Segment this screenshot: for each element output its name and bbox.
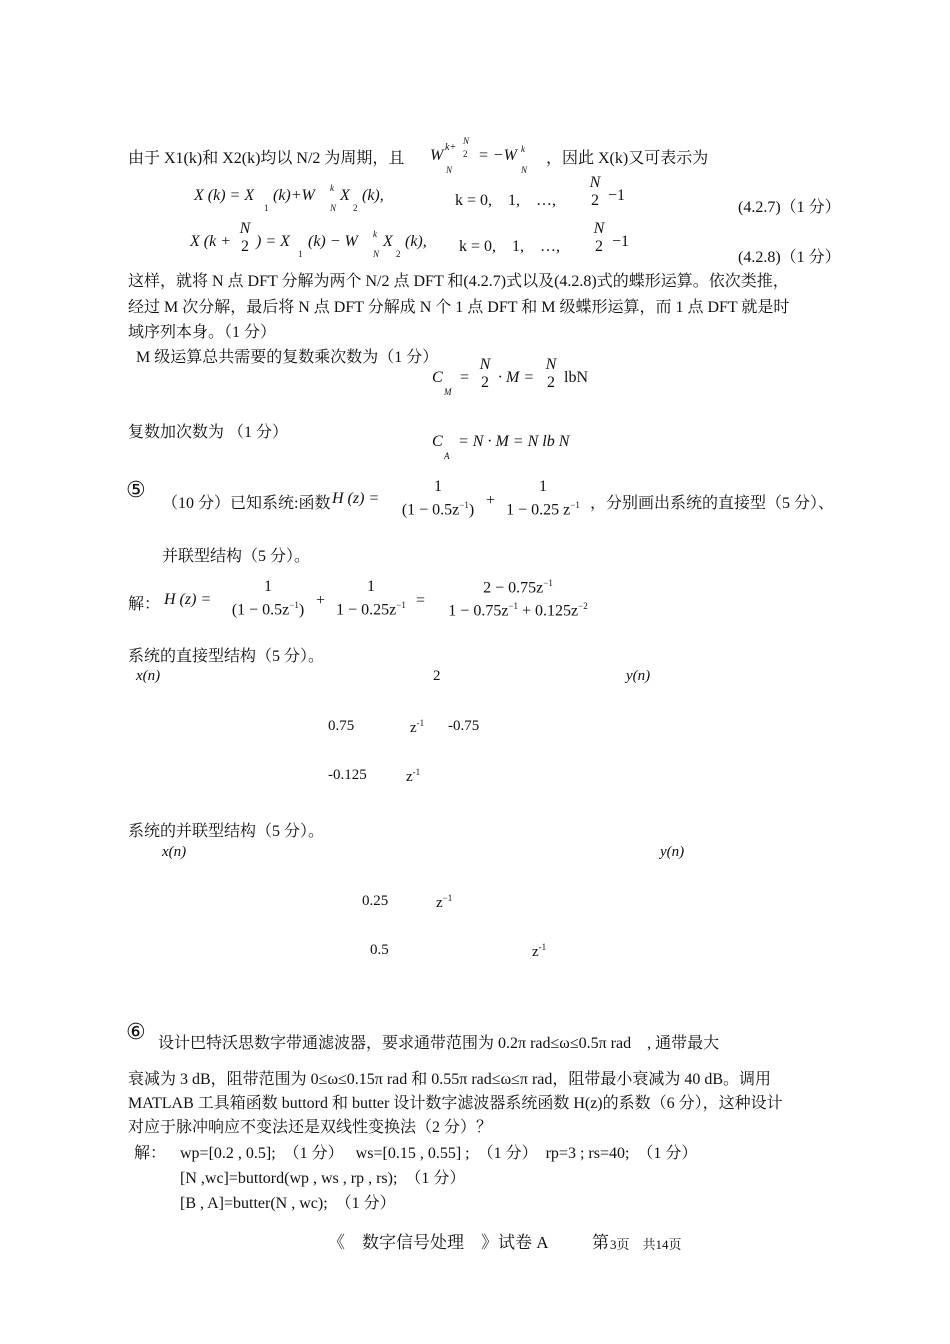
sol5-eq: = — [416, 592, 426, 609]
q5-fraction-2 — [498, 478, 588, 519]
para1-line2: 经过 M 次分解，最后将 N 点 DFT 分解成 N 个 1 点 DFT 和 M 级蝶形运算，而 1 点 DFT 就是时 — [128, 299, 790, 316]
direct-gain-2: 2 — [433, 668, 441, 684]
sol5-fraction-2 — [328, 578, 414, 619]
add-label: 复数加次数为 （1 分） — [128, 424, 289, 441]
parallel-coef-025: 0.25 — [362, 893, 389, 909]
sol5-fraction-3 — [432, 578, 604, 621]
eq1-frac-den: 2 — [591, 192, 599, 209]
twiddle-rsup: k — [521, 144, 525, 154]
twiddle-identity — [428, 138, 548, 174]
sol5-fraction-1 — [222, 578, 314, 619]
equation-4-2-7: X (k) = X 1 (k)+W k N X 2 (k), k = 0, 1, …, N 2 −1 (4.2.7)（1 分） — [194, 174, 841, 216]
sol6-line1: wp=[0.2 , 0.5]; （1 分） ws=[0.15 , 0.55] ; （1 分） rp=3 ; rs=40; （1 分） — [180, 1145, 698, 1162]
q5-plus: + — [486, 492, 496, 509]
q5-f2-den: 1 − 0.25 $z^{-1}$ — [506, 500, 580, 519]
eq1-end: (k), — [362, 187, 384, 204]
mult-label: M 级运算总共需要的复数乘次数为（1 分） — [136, 349, 439, 366]
q5-f1-den: $(1 - 0.5z^{-1})$ — [401, 500, 475, 519]
mult-tail: lbN — [564, 369, 588, 386]
eq2-tag: (4.2.8)（1 分） — [738, 249, 841, 266]
parallel-output-label: y(n) — [660, 844, 685, 860]
q5-number: ⑤ — [126, 478, 146, 503]
parallel-coef-05: 0.5 — [370, 942, 389, 958]
add-formula — [428, 428, 628, 464]
sol5-f2-num: 1 — [367, 578, 375, 595]
direct-title: 系统的直接型结构（5 分）。 — [128, 648, 325, 665]
q5-text-b: ，分别画出系统的直接型（5 分）、 — [590, 495, 835, 512]
eq1-tail: X — [340, 187, 350, 204]
mult-frac-b-num: N — [545, 356, 557, 373]
twiddle-w: W — [430, 147, 444, 164]
eq2-frac-num: N — [593, 220, 605, 237]
mult-frac-a-num: N — [479, 356, 491, 373]
eq2-fraction-arg — [234, 220, 256, 256]
twiddle-frac-d: 2 — [463, 149, 468, 159]
eq2-end: (k), — [405, 233, 427, 250]
parallel-delay-1: $z^{-1}$ — [436, 893, 453, 911]
footer-page-number: 3页 共14页 — [610, 1237, 682, 1252]
direct-coef-neg0125: -0.125 — [328, 767, 367, 783]
eq2-fraction — [588, 220, 610, 256]
q6-line1: 设计巴特沃思数字带通滤波器，要求通带范围为 0.2π rad≤ω≤0.5π rad , 通带最大 — [158, 1035, 720, 1052]
sol6-line3: [B , A]=butter(N , wc); （1 分） — [180, 1195, 396, 1212]
para1-line3: 域序列本身。（1 分） — [128, 324, 277, 341]
twiddle-rhs: = −W — [478, 147, 517, 164]
direct-input-label: x(n) — [136, 668, 161, 684]
twiddle-frac-n: N — [463, 136, 470, 146]
sol6-label: 解： — [134, 1145, 167, 1162]
sol5-f3-den: $1 - 0.75z^{-1} + 0.125z^{-2}$ — [448, 601, 588, 620]
parallel-title: 系统的并联型结构（5 分）。 — [128, 823, 325, 840]
eq2-minus: −1 — [612, 233, 630, 250]
eq1-range: k = 0, 1, …, — [455, 192, 557, 209]
sol5-hz: H (z) = — [164, 591, 212, 608]
twiddle-sub-right: N — [521, 165, 528, 175]
eq2-range: k = 0, 1, …, — [459, 238, 561, 255]
eq1-tag: (4.2.7)（1 分） — [738, 199, 841, 216]
direct-output-label: y(n) — [626, 668, 651, 684]
q6-number: ⑥ — [126, 1020, 146, 1045]
mult-dot: · M = — [498, 369, 535, 386]
add-rhs: = N · M = N lb N — [458, 433, 570, 450]
sol5-label: 解： — [128, 596, 161, 613]
parallel-delay-2: $z^{-1}$ — [532, 942, 547, 960]
sol5-plus: + — [316, 592, 326, 609]
eq2-arg-den: 2 — [241, 238, 249, 255]
parallel-input-label: x(n) — [162, 844, 187, 860]
footer-exam-title: 《 数字信号处理 》试卷 A — [328, 1233, 549, 1252]
equation-4-2-8: X (k + N 2 ) = X 1 (k) − W k N X 2 (k), k = 0, 1, …, N 2 −1 (4.2.8)（1 分） — [190, 220, 841, 266]
eq2-lhs-a: X (k + — [190, 233, 231, 250]
sol5-f2-den: $1 - 0.25z^{-1}$ — [336, 600, 406, 619]
eq2-lhs-b: ) = X — [256, 233, 290, 250]
q6-line2: 衰减为 3 dB，阻带范围为 0≤ω≤0.15π rad 和 0.55π rad≤ω≤π rad，阻带最小衰减为 40 dB。调用 — [128, 1071, 772, 1088]
add-lhs: C — [432, 433, 443, 450]
mult-eq: = — [460, 369, 470, 386]
eq2-mid: (k) − W — [308, 233, 358, 250]
mult-sub: M — [444, 387, 452, 397]
eq2-frac-den: 2 — [595, 238, 603, 255]
sol6-line2: [N ,wc]=buttord(wp , ws , rp , rs); （1 分） — [180, 1170, 466, 1187]
eq1-mid: (k)+W — [273, 187, 315, 204]
direct-form-diagram — [128, 666, 688, 796]
mult-frac-a — [474, 356, 496, 392]
direct-delay-2: $z^{-1}$ — [406, 767, 421, 785]
sol5-f1-num: 1 — [264, 578, 272, 595]
q5-f1-num: 1 — [434, 478, 442, 495]
direct-coef-075: 0.75 — [328, 718, 355, 734]
direct-delay-1: $z^{-1}$ — [410, 718, 425, 736]
eq2-arg-num: N — [239, 220, 251, 237]
eq1-frac-num: N — [589, 174, 601, 191]
intro-text-b: ，因此 X(k)又可表示为 — [546, 150, 709, 167]
mult-formula — [428, 352, 608, 404]
mult-lhs: C — [432, 369, 443, 386]
direct-coef-neg075: -0.75 — [448, 718, 480, 734]
twiddle-sub: N — [446, 165, 453, 175]
sol5-f1-den: $(1 - 0.5z^{-1})$ — [231, 600, 305, 619]
q5-hz: H (z) = — [332, 490, 380, 507]
q5-text-a: （10 分）已知系统:函数 — [162, 495, 331, 512]
mult-frac-a-den: 2 — [481, 374, 489, 391]
q6-line3: MATLAB 工具箱函数 buttord 和 butter 设计数字滤波器系统函数 H(z)的系数（6 分），这种设计 — [128, 1095, 783, 1112]
mult-frac-b-den: 2 — [547, 374, 555, 391]
eq1-minus: −1 — [608, 187, 626, 204]
eq1-fraction — [584, 174, 606, 210]
sol5-f3-num: $2 - 0.75z^{-1}$ — [483, 578, 553, 597]
q5-fraction-1 — [392, 478, 484, 519]
eq2-tail: X — [383, 233, 393, 250]
q5-text-c: 并联型结构（5 分）。 — [162, 548, 311, 565]
eq1-lhs: X (k) = X — [194, 187, 255, 204]
twiddle-sup: k+ — [445, 142, 457, 153]
q5-f2-num: 1 — [539, 478, 547, 495]
footer-page-prefix: 第 — [592, 1233, 609, 1252]
para1-line1: 这样，就将 N 点 DFT 分解为两个 N/2 点 DFT 和(4.2.7)式以及(4.2.8)式的蝶形运算。依次类推， — [128, 273, 789, 290]
q6-line4: 对应于脉冲响应不变法还是双线性变换法（2 分）？ — [128, 1119, 493, 1136]
mult-frac-b — [540, 356, 562, 392]
intro-text-a: 由于 X1(k)和 X2(k)均以 N/2 为周期，且 — [128, 150, 405, 167]
add-sub: A — [444, 451, 450, 461]
parallel-form-diagram — [150, 842, 710, 972]
